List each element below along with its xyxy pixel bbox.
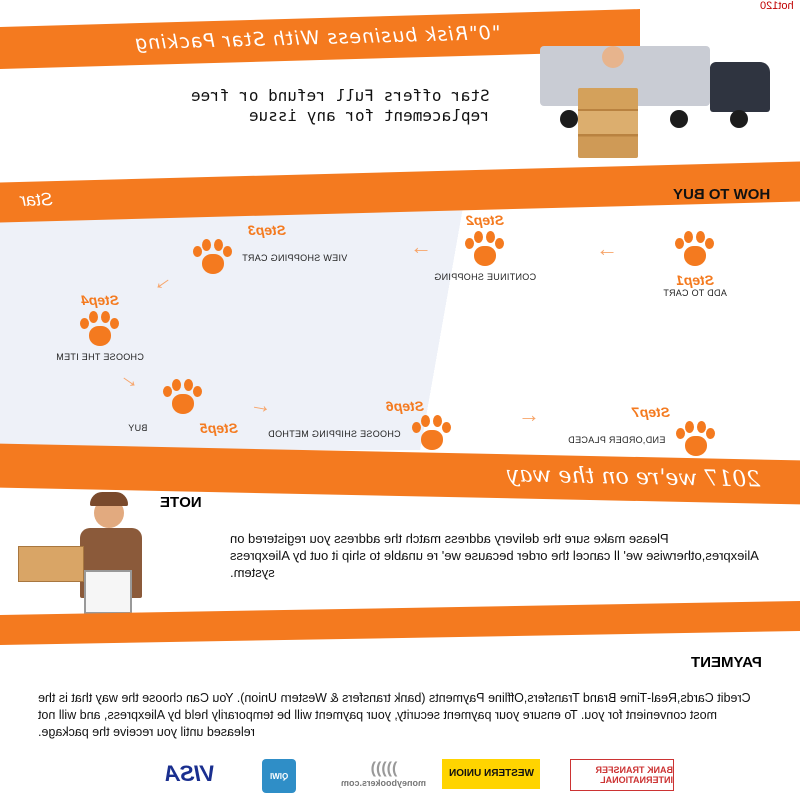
- truck-wheel: [560, 110, 578, 128]
- corner-id: [760, 0, 794, 12]
- step-2: [410, 212, 560, 282]
- truck-wheel: [730, 110, 748, 128]
- step-1-text: ADD TO CART: [663, 288, 727, 298]
- step-7-text: END,ORDER PLACED: [568, 435, 666, 445]
- step-4: [40, 292, 160, 362]
- qiwi-logo-text: QIWI: [269, 771, 289, 781]
- note-text-body: Please make sure the delivery address match the address you registered on Aliexpres,otherwise we' ll cancel the order because we' re unable to ship it out by Aliexpress system.: [230, 531, 759, 580]
- paw-icon: [160, 378, 206, 418]
- corner-id-text: hot120: [760, 0, 794, 12]
- payment-text-body: Credit Cards,Real-Time Brand Transfers,Offline Payments (bank transfers & Western Union). You Can choose the way that is the most convenient for you. To ensure your payment security, your payment will be temporarily held by Aliexpress, and will not released until you receive the package.: [38, 691, 751, 739]
- step-6-text: CHOOSE SHIPPING METHOD: [268, 429, 401, 439]
- arrow-left-icon: ←: [410, 234, 432, 259]
- bank-transfer-logo-text: BANK TRANSFER INTERNATIONAL: [595, 765, 673, 785]
- western-union-logo-text: WESTERN UNION: [448, 768, 534, 779]
- way-banner-text: 2017 we're on the way: [506, 462, 760, 493]
- payment-title: [691, 654, 762, 671]
- paw-icon: [672, 230, 718, 270]
- moneybookers-logo-text: moneybookers.com: [341, 778, 427, 788]
- delivery-truck-illustration: [520, 40, 780, 160]
- how-to-buy-title: [673, 186, 770, 203]
- western-union-logo: [442, 759, 540, 789]
- bank-transfer-logo: [570, 759, 674, 791]
- arrow-down-left-icon: ←: [144, 264, 177, 298]
- courier-cap: [90, 492, 128, 506]
- step-7-label: Step7: [632, 404, 671, 420]
- parcel-box-icon: [18, 546, 84, 582]
- paw-icon: [190, 238, 236, 278]
- refund-line-1: Star offers Full refund or free: [191, 86, 490, 105]
- moneybookers-logo: ((((( moneybookers.com: [341, 760, 427, 788]
- step-3-label: Step3: [248, 222, 287, 238]
- clipboard-icon: [84, 570, 132, 614]
- cardboard-boxes-icon: [578, 88, 638, 158]
- step-4-label: Step4: [80, 292, 120, 308]
- qiwi-logo: [262, 759, 296, 793]
- payment-title-text: PAYMENT: [691, 654, 762, 671]
- step-2-text: CONTINUE SHOPPING: [433, 272, 537, 282]
- arrow-right-icon: →: [248, 390, 275, 419]
- step-5-label: Step5: [199, 420, 238, 436]
- refund-text: [70, 86, 490, 126]
- paw-icon: [77, 310, 123, 350]
- step-6: [268, 398, 498, 454]
- header-banner-text: "0"Risk business With Star Packing: [133, 21, 500, 55]
- step-3-text: VIEW SHOPPING CART: [242, 253, 348, 263]
- refund-line-2: replacement for any issue: [249, 106, 490, 125]
- arrow-down-right-icon: →: [115, 362, 148, 396]
- courier-head: [602, 46, 624, 68]
- step-2-label: Step2: [465, 212, 505, 228]
- step-5: [128, 376, 238, 436]
- step-1: [640, 228, 750, 298]
- courier-illustration: [14, 490, 154, 620]
- step-3: [190, 222, 390, 278]
- step-4-text: CHOOSE THE ITEM: [56, 352, 144, 362]
- paw-icon: [409, 414, 455, 454]
- visa-logo: [150, 759, 230, 789]
- step-1-label: Step1: [675, 272, 715, 288]
- note-title-text: NOTE: [160, 494, 202, 511]
- star-banner-text: Star: [20, 189, 54, 210]
- step-5-text: BUY: [128, 423, 148, 433]
- step-7: [568, 404, 758, 460]
- paw-icon: [673, 420, 719, 460]
- note-title: [160, 494, 202, 511]
- arrow-right-icon: →: [518, 402, 540, 427]
- truck-cab: [710, 62, 770, 112]
- payment-text: [38, 690, 768, 741]
- visa-logo-text: VISA: [164, 761, 216, 786]
- note-text: [230, 530, 760, 581]
- how-to-buy-title-text: HOW TO BUY: [672, 186, 770, 203]
- truck-wheel: [670, 110, 688, 128]
- arrow-left-icon: ←: [596, 236, 618, 261]
- paw-icon: [462, 230, 508, 270]
- payment-logos: [150, 755, 673, 795]
- step-6-label: Step6: [386, 398, 425, 414]
